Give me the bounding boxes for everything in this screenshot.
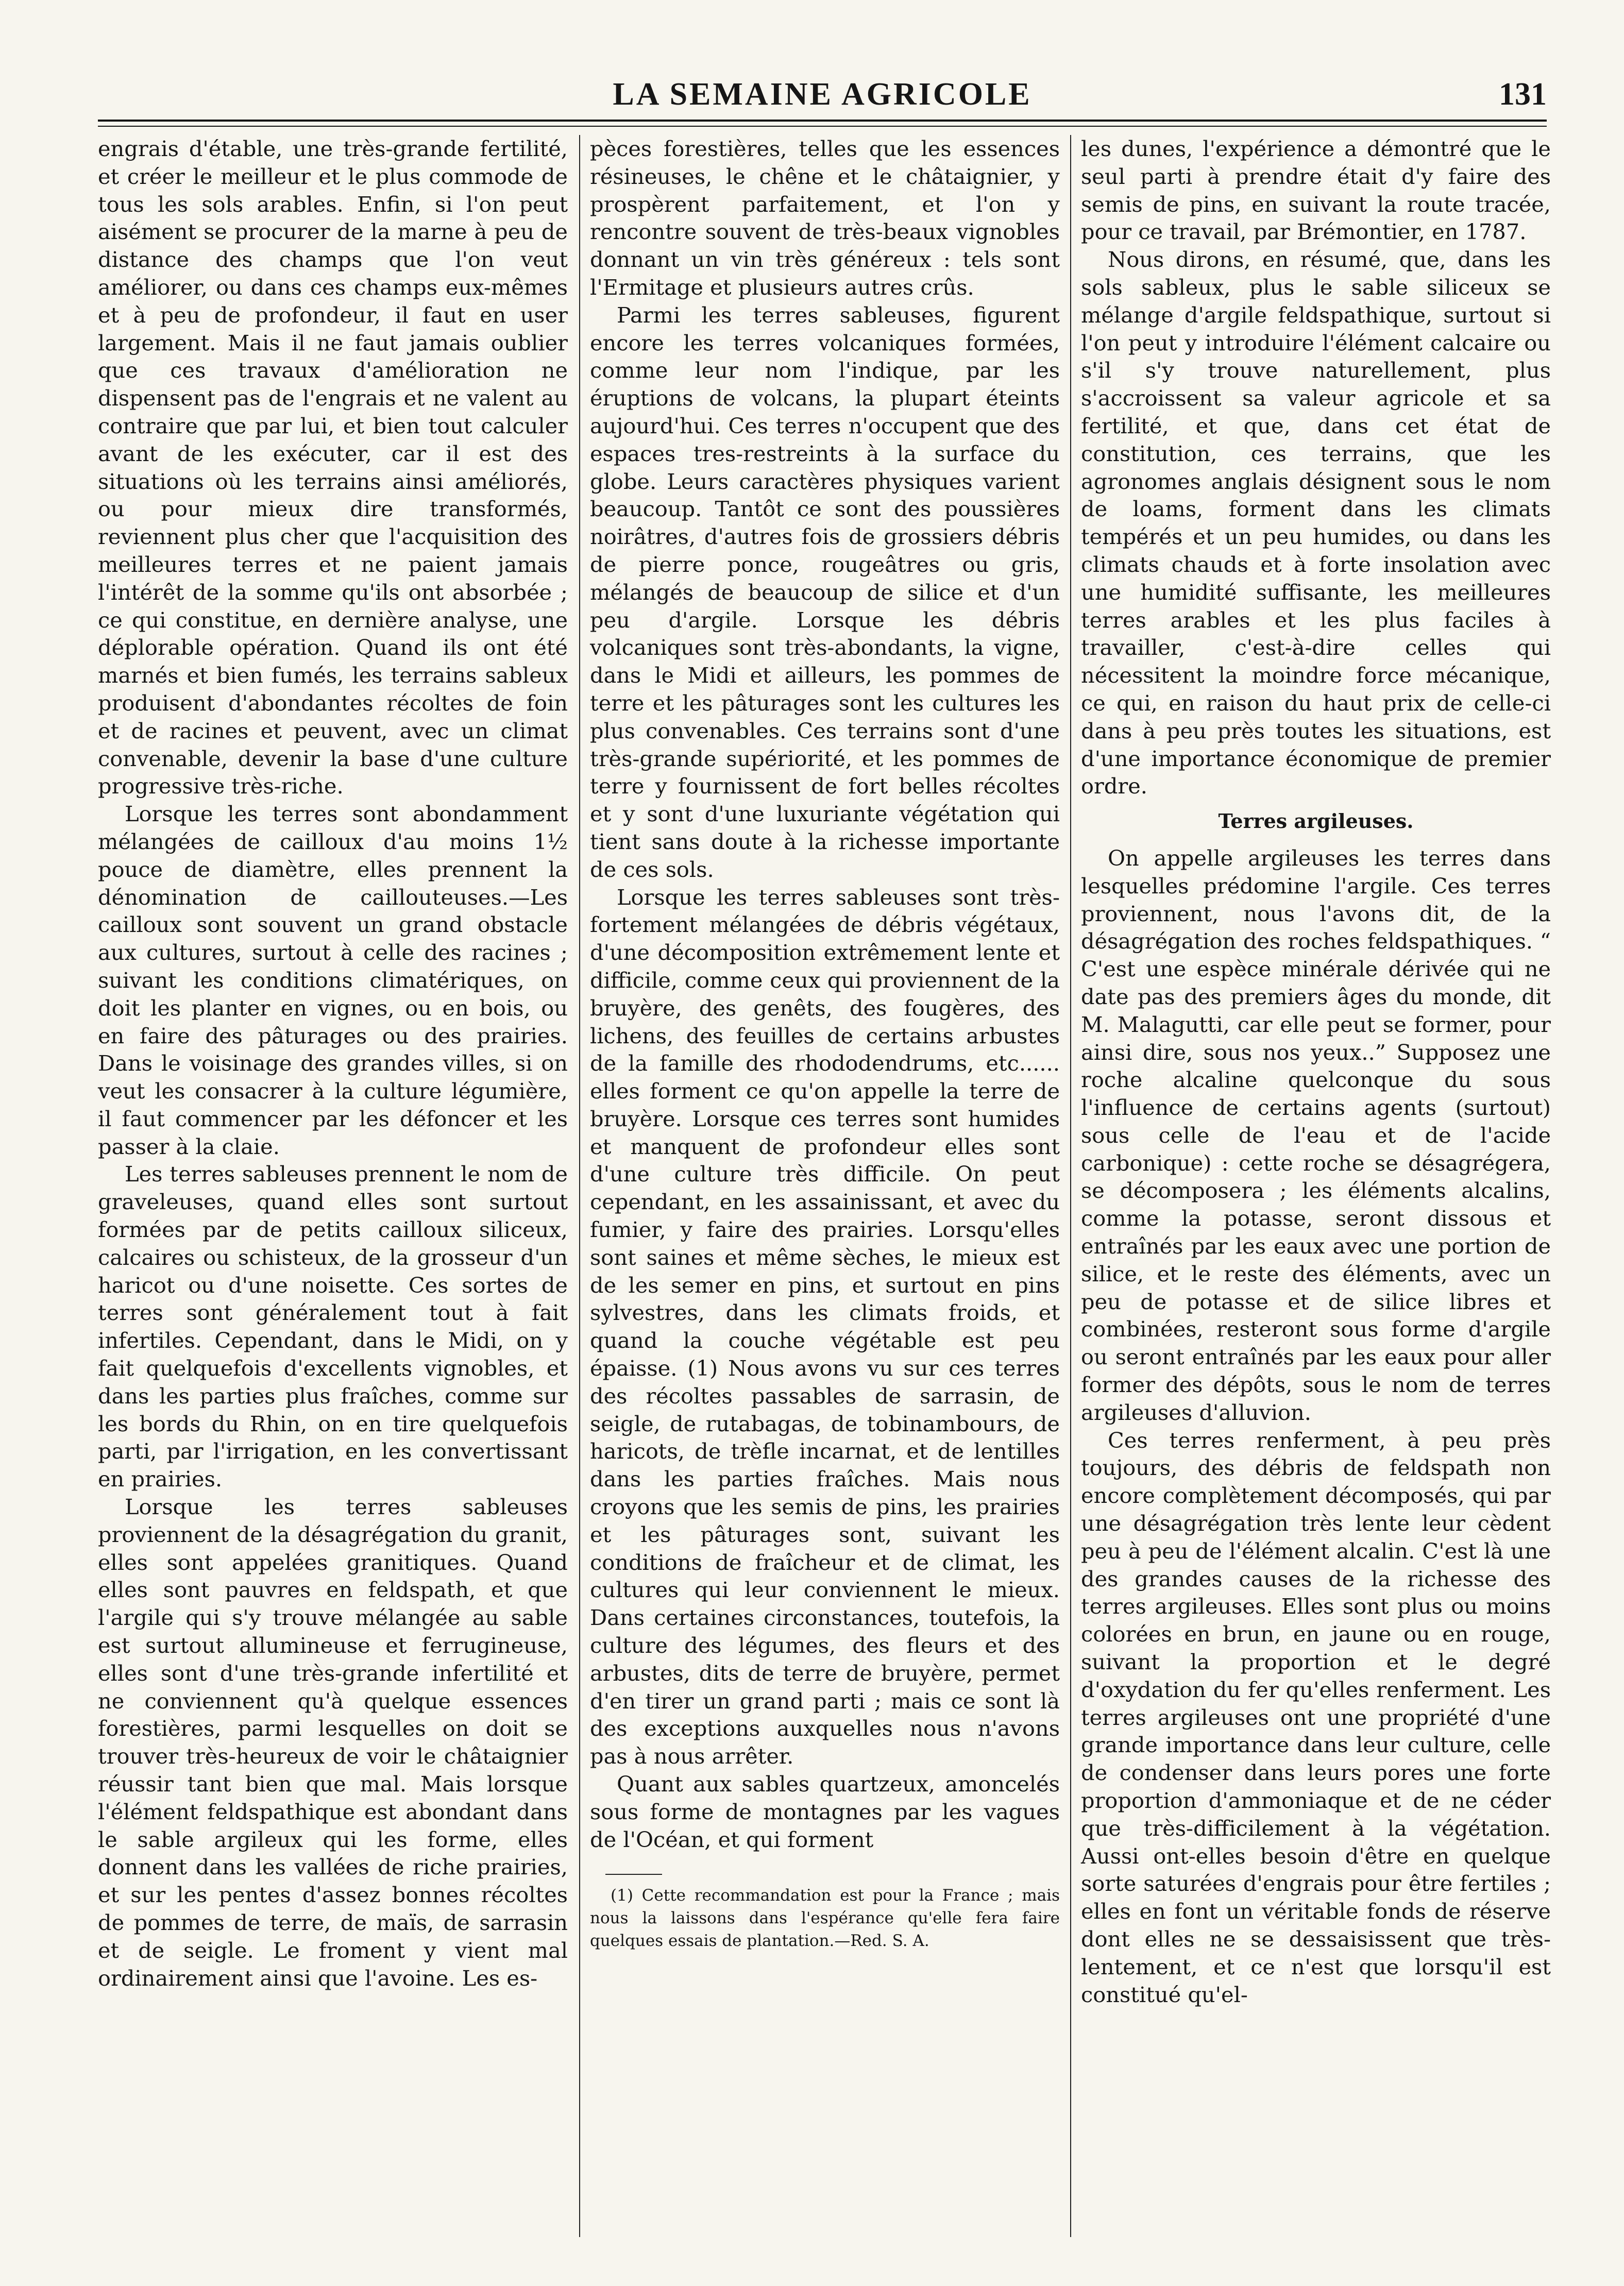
paragraph: Nous dirons, en résumé, que, dans les sols sableux, plus le sable siliceux se mélange d'argile feldspathique, surtout si l'on peut y introduire l'élément calcaire ou s'il s'y trouve naturellement, plus s'accroissent sa valeur agricole et sa fertilité, et que, dans cet état de constitution, ces terrains, que les agronomes anglais désignent sous le nom de loams, forment dans les climats tempérés et un peu humides, ou dans les climats chauds et à forte insolation avec une humidité suffisante, les meilleures terres arables et les plus faciles à travailler, c'est-à-dire celles qui nécessitent la moindre force mécanique, ce qui, en raison du haut prix de celle-ci dans à peu près toutes les situations, est d'une importance économique de premier ordre. — [1081, 247, 1551, 799]
column-1 — [98, 135, 568, 1992]
paragraph: On appelle argileuses les terres dans lesquelles prédomine l'argile. Ces terres proviennent, nous l'avons dit, de la désagrégation des roches feldspathiques. “ C'est une espèce minérale dérivée qui ne date pas des premiers âges du monde, dit M. Malagutti, car elle peut se former, pour ainsi dire, sous nos yeux..” Supposez une roche alcaline quelconque du sous l'influence de certains agents (surtout) sous celle de l'eau et de l'acide carbonique) : cette roche se désagrégera, se décomposera ; les éléments alcalins, comme la potasse, seront dissous et entraînés par les eaux avec une portion de silice, et le reste des éléments, avec un peu de potasse et de silice libres et combinées, resteront sous forme d'argile ou seront entraînés par les eaux pour aller former des dépôts, sous le nom de terres argileuses d'alluvion. — [1081, 845, 1551, 1425]
footnote-rule — [605, 1874, 662, 1875]
page-header — [98, 72, 1547, 118]
paragraph: Lorsque les terres sont abondamment mélangées de cailloux d'au moins 1½ pouce de diamètre, elles prennent la dénomination de caillouteuses.—Les cailloux sont souvent un grand obstacle aux cultures, surtout à celle des racines ; suivant les conditions climatériques, on doit les planter en vignes, ou en bois, ou en faire des pâturages ou des prairies. Dans le voisinage des grandes villes, si on veut les consacrer à la culture légumière, il faut commencer par les défoncer et les passer à la claie. — [98, 801, 568, 1159]
column-2 — [590, 135, 1060, 1952]
footnote-text: (1) Cette recommandation est pour la France ; mais nous la laissons dans l'espérance qu'elle fera faire quelques essais de plantation.—Red. S. A. — [590, 1886, 1060, 1951]
paragraph: pèces forestières, telles que les essences résineuses, le chêne et le châtaignier, y prospèrent parfaitement, et l'on y rencontre souvent de très-beaux vignobles donnant un vin très généreux : tels sont l'Ermitage et plusieurs autres crûs. — [590, 136, 1060, 300]
paragraph: Lorsque les terres sableuses sont très-fortement mélangées de débris végétaux, d'une décomposition extrêmement lente et difficile, comme ceux qui proviennent de la bruyère, des genêts, des fougères, des lichens, des feuilles de certains arbustes de la famille des rhododendrums, etc...... elles forment ce qu'on appelle la terre de bruyère. Lorsque ces terres sont humides et manquent de profondeur elles sont d'une culture très difficile. On peut cependant, en les assainissant, et avec du fumier, y faire des prairies. Lorsqu'elles sont saines et même sèches, le mieux est de les semer en pins, et surtout en pins sylvestres, dans les climats froids, et quand la couche végétable est peu épaisse. (1) Nous avons vu sur ces terres des récoltes passables de sarrasin, de seigle, de rutabagas, de tobinambours, de haricots, de trèfle incarnat, et de lentilles dans les parties fraîches. Mais nous croyons que les semis de pins, les prairies et les pâturages sont, suivant les conditions de fraîcheur et de climat, les cultures qui leur conviennent le mieux. Dans certaines circonstances, toutefois, la culture des légumes, des fleurs et des arbustes, dits de terre de bruyère, permet d'en tirer un grand parti ; mais ce sont là des exceptions auxquelles nous n'avons pas à nous arrêter. — [590, 884, 1060, 1769]
paragraph: engrais d'étable, une très-grande fertilité, et créer le meilleur et le plus commode de tous les sols arables. Enfin, si l'on peut aisément se procurer de la marne à peu de distance des champs que l'on veut améliorer, ou dans ces champs eux-mêmes et à peu de profondeur, il faut en user largement. Mais il ne faut jamais oublier que ces travaux d'amélioration ne dispensent pas de l'engrais et ne valent au contraire que par lui, et bien tout calculer avant de les exécuter, car il est des situations où les terrains ainsi améliorés, ou pour mieux dire transformés, reviennent plus cher que l'acquisition des meilleures terres et ne paient jamais l'intérêt de la somme qu'ils ont absorbée ; ce qui constitue, en dernière analyse, une déplorable opération. Quand ils ont été marnés et bien fumés, les terrains sableux produisent d'abondantes récoltes de foin et de racines et peuvent, avec un climat convenable, devenir la base d'une culture progressive très-riche. — [98, 136, 568, 799]
paragraph: Les terres sableuses prennent le nom de graveleuses, quand elles sont surtout formées par de petits cailloux siliceux, calcaires ou schisteux, de la grosseur d'un haricot ou d'une noisette. Ces sortes de terres sont généralement tout à fait infertiles. Cependant, dans le Midi, on y fait quelquefois d'excellents vignobles, et dans les parties plus fraîches, comme sur les bords du Rhin, on en tire quelquefois parti, par l'irrigation, en les convertissant en prairies. — [98, 1161, 568, 1492]
page-number: 131 — [1499, 77, 1547, 112]
section-heading: Terres argileuses. — [1218, 809, 1414, 833]
footnote — [590, 1884, 1060, 1952]
column-3 — [1081, 135, 1551, 2008]
column-divider-2 — [1070, 135, 1071, 2237]
paragraph: Parmi les terres sableuses, figurent encore les terres volcaniques formées, comme leur nom l'indique, par les éruptions de volcans, la plupart éteints aujourd'hui. Ces terres n'occupent que des espaces tres-restreints à la surface du globe. Leurs caractères physiques varient beaucoup. Tantôt ce sont des poussières noirâtres, d'autres fois de grossiers débris de pierre ponce, rougeâtres ou gris, mélangés de beaucoup de silice et d'un peu d'argile. Lorsque les débris volcaniques sont très-abondants, la vigne, dans le Midi et ailleurs, les pommes de terre et les pâturages sont les cultures les plus convenables. Ces terrains sont d'une très-grande supériorité, et les pommes de terre y fournissent de fort belles récoltes et y sont d'une luxuriante végétation qui tient sans doute à la richesse importante de ces sols. — [590, 302, 1060, 882]
paragraph: Quant aux sables quartzeux, amoncelés sous forme de montagnes par les vagues de l'Océan, et qui forment — [590, 1771, 1060, 1852]
paragraph: Ces terres renferment, à peu près toujours, des débris de feldspath non encore complètement décomposés, qui par une désagrégation très lente leur cèdent peu à peu de l'élément alcalin. C'est là une des grandes causes de la richesse des terres argileuses. Elles sont plus ou moins colorées en brun, en jaune ou en rouge, suivant la proportion et le degré d'oxydation du fer qu'elles renferment. Les terres argileuses ont une propriété d'une grande importance dans leur culture, celle de condenser dans leurs pores une forte proportion d'ammoniaque et de ne céder que très-difficilement à la végétation. Aussi ont-elles besoin d'être en quelque sorte saturées d'engrais pour être fertiles ; elles en font un véritable fonds de réserve dont elles ne se dessaisissent que très-lentement, et ce n'est que lorsqu'il est constitué qu'el- — [1081, 1427, 1551, 2007]
paragraph: Lorsque les terres sableuses proviennent de la désagrégation du granit, elles sont appelées granitiques. Quand elles sont pauvres en feldspath, et que l'argile qui s'y trouve mélangée au sable est surtout allumineuse et ferrugineuse, elles sont d'une très-grande infertilité et ne conviennent qu'à quelque essences forestières, parmi lesquelles on doit se trouver très-heureux de voir le châtaignier réussir tant bien que mal. Mais lorsque l'élément feldspathique est abondant dans le sable argileux qui les forme, elles donnent dans les vallées de riche prairies, et sur les pentes d'assez bonnes récoltes de pommes de terre, de maïs, de sarrasin et de seigle. Le froment y vient mal ordinairement ainsi que l'avoine. Les es- — [98, 1494, 568, 1991]
column-divider-1 — [579, 135, 580, 2237]
publication-title: LA SEMAINE AGRICOLE — [613, 77, 1032, 112]
header-rule-thin — [98, 126, 1547, 127]
paragraph: les dunes, l'expérience a démontré que le seul parti à prendre était d'y faire des semis de pins, en suivant la route tracée, pour ce travail, par Brémontier, en 1787. — [1081, 136, 1551, 245]
header-rule-thick — [98, 120, 1547, 122]
